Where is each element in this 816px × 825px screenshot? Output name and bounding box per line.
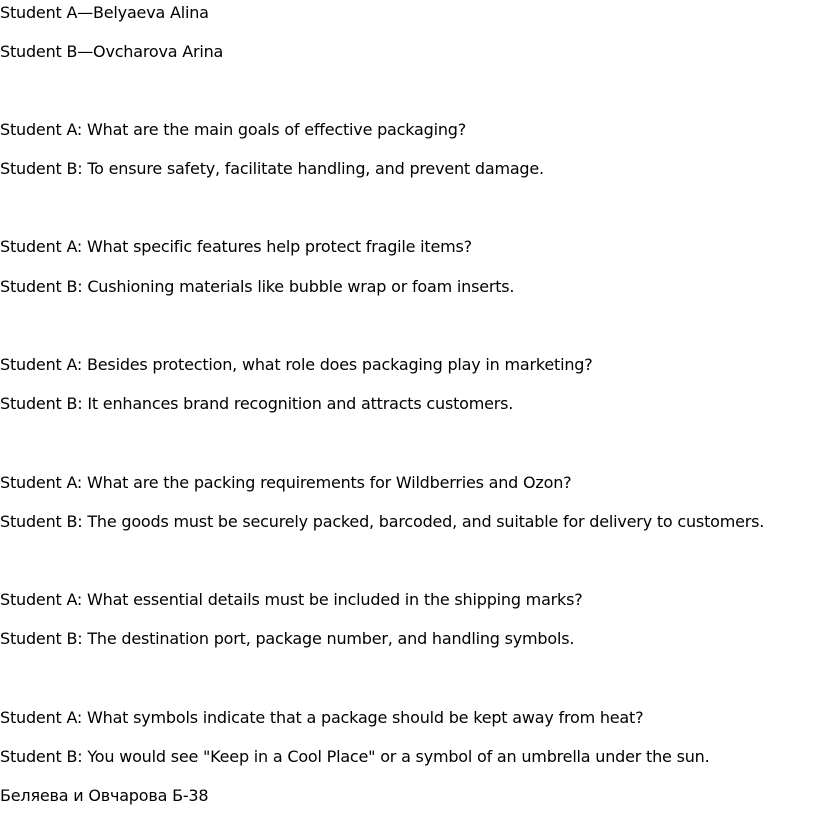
dialogue-question-5: Student A: What essential details must be included in the shipping marks? — [0, 590, 583, 609]
dialogue-question-4: Student A: What are the packing requirements for Wildberries and Ozon? — [0, 473, 572, 492]
dialogue-answer-2: Student B: Cushioning materials like bubble wrap or foam inserts. — [0, 277, 515, 296]
dialogue-question-2: Student A: What specific features help protect fragile items? — [0, 237, 472, 256]
dialogue-answer-3: Student B: It enhances brand recognition and attracts customers. — [0, 394, 514, 413]
dialogue-question-3: Student A: Besides protection, what role does packaging play in marketing? — [0, 355, 593, 374]
footer-signature: Беляева и Овчарова Б-38 — [0, 786, 209, 805]
dialogue-question-1: Student A: What are the main goals of effective packaging? — [0, 120, 467, 139]
student-a-name: Student A—Belyaeva Alina — [0, 3, 209, 22]
dialogue-answer-1: Student B: To ensure safety, facilitate handling, and prevent damage. — [0, 159, 544, 178]
dialogue-answer-5: Student B: The destination port, package number, and handling symbols. — [0, 629, 575, 648]
dialogue-question-6: Student A: What symbols indicate that a package should be kept away from heat? — [0, 708, 644, 727]
dialogue-answer-6: Student B: You would see "Keep in a Cool Place" or a symbol of an umbrella under the sun. — [0, 747, 710, 766]
student-b-name: Student B—Ovcharova Arina — [0, 42, 224, 61]
dialogue-answer-4: Student B: The goods must be securely packed, barcoded, and suitable for delivery to customers. — [0, 512, 765, 531]
